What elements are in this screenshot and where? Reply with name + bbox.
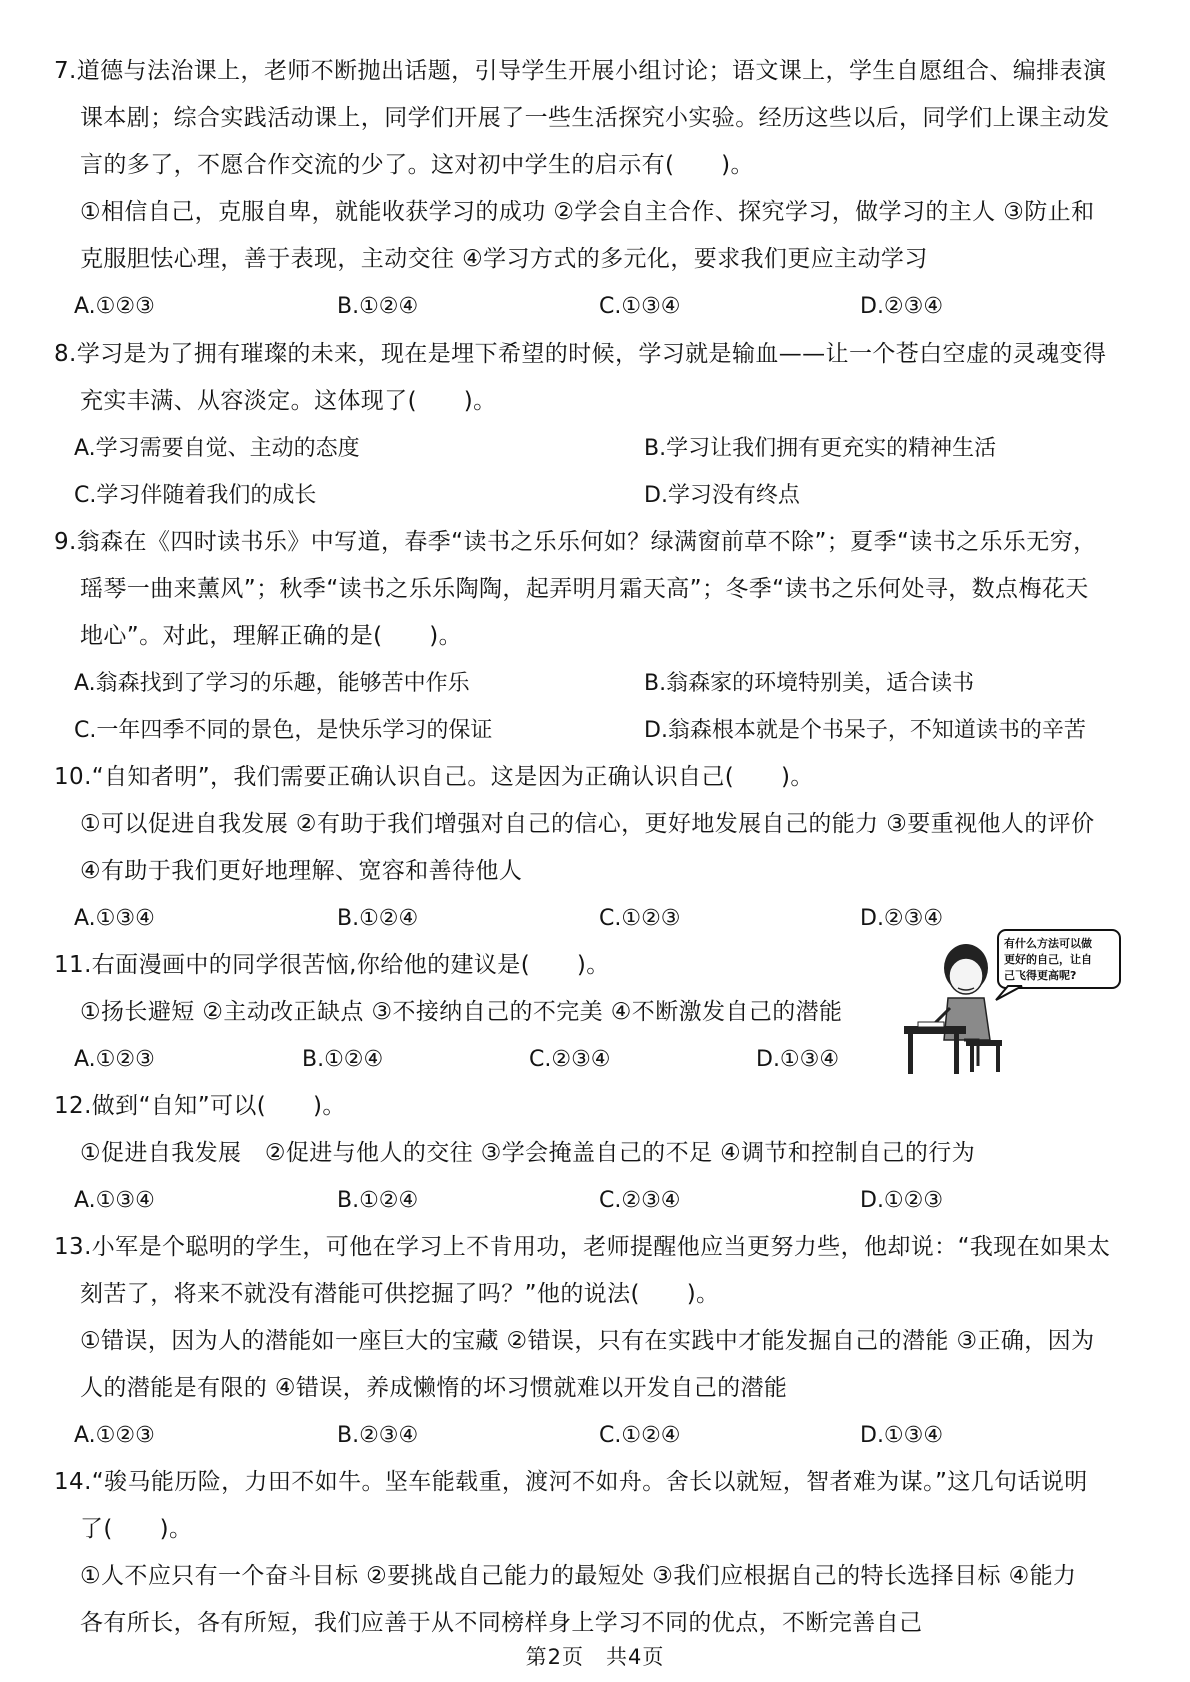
option-d[interactable]: D.学习没有终点	[644, 483, 800, 508]
question-stem-line: 13.小军是个聪明的学生，可他在学习上不肯用功，老师提醒他应当更努力些，他却说：“我现在如果太	[54, 1234, 1111, 1260]
student-face	[949, 958, 983, 994]
option-b[interactable]: B.①②④	[337, 294, 419, 319]
option-b[interactable]: B.①②④	[337, 906, 419, 931]
question-12	[54, 1083, 1144, 1224]
option-d[interactable]: D.②③④	[860, 906, 944, 931]
bubble-text-line: 有什么方法可以做	[1004, 937, 1092, 950]
bubble-text-line: 己飞得更高呢?	[1004, 969, 1077, 982]
statement-line: 克服胆怯心理，善于表现，主动交往 ④学习方式的多元化，要求我们更应主动学习	[80, 246, 928, 272]
options-row	[54, 1412, 1144, 1459]
question-stem-line: 课本剧；综合实践活动课上，同学们开展了一些生活探究小实验。经历这些以后，同学们上课主动发	[80, 105, 1110, 131]
options-row	[54, 283, 1144, 330]
option-b[interactable]: B.学习让我们拥有更充实的精神生活	[644, 436, 997, 461]
statement-line: ①扬长避短 ②主动改正缺点 ③不接纳自己的不完美 ④不断激发自己的潜能	[80, 999, 843, 1025]
option-b[interactable]: B.②③④	[337, 1423, 419, 1448]
option-c[interactable]: C.学习伴随着我们的成长	[74, 483, 317, 508]
option-c[interactable]: C.②③④	[599, 1188, 681, 1213]
option-a[interactable]: A.学习需要自觉、主动的态度	[74, 436, 360, 461]
question-stem-line: 11.右面漫画中的同学很苦恼,你给他的建议是( )。	[54, 952, 610, 978]
page-number-footer: 第2页 共4页	[525, 1645, 665, 1669]
option-a[interactable]: A.①②③	[74, 294, 155, 319]
options-row	[54, 1177, 1144, 1224]
options-row	[54, 472, 1144, 519]
option-c[interactable]: C.一年四季不同的景色，是快乐学习的保证	[74, 718, 493, 743]
options-row	[54, 425, 1144, 472]
statement-line: ①错误，因为人的潜能如一座巨大的宝藏 ②错误，只有在实践中才能发掘自己的潜能 ③正确，因为	[80, 1328, 1095, 1354]
option-a[interactable]: A.①②③	[74, 1047, 155, 1072]
question-8	[54, 331, 1144, 519]
option-d[interactable]: D.①③④	[860, 1423, 944, 1448]
question-stem-line: 12.做到“自知”可以( )。	[54, 1093, 346, 1119]
option-b[interactable]: B.①②④	[337, 1188, 419, 1213]
question-stem-line: 8.学习是为了拥有璀璨的未来，现在是埋下希望的时候，学习就是输血——让一个苍白空虚的灵魂变得	[54, 341, 1107, 367]
statement-line: 人的潜能是有限的 ④错误，养成懒惰的坏习惯就难以开发自己的潜能	[80, 1375, 788, 1401]
cartoon-student-illustration	[904, 928, 1124, 1078]
question-stem-line: 瑶琴一曲来薰风”；秋季“读书之乐乐陶陶，起弄明月霜天高”；冬季“读书之乐何处寻，数点梅花天	[80, 576, 1089, 602]
question-14	[54, 1459, 1144, 1647]
option-a[interactable]: A.①③④	[74, 906, 155, 931]
question-stem-line: 14.“骏马能历险，力田不如牛。坚车能载重，渡河不如舟。舍长以就短，智者难为谋。”这几句话说明	[54, 1469, 1088, 1495]
statement-line: 各有所长，各有所短，我们应善于从不同榜样身上学习不同的优点，不断完善自己	[80, 1610, 923, 1636]
option-d[interactable]: D.翁森根本就是个书呆子，不知道读书的辛苦	[644, 718, 1086, 743]
option-d[interactable]: D.①②③	[860, 1188, 944, 1213]
question-stem-line: 刻苦了，将来不就没有潜能可供挖掘了吗？”他的说法( )。	[80, 1281, 720, 1307]
options-row	[54, 660, 1144, 707]
statement-line: ①人不应只有一个奋斗目标 ②要挑战自己能力的最短处 ③我们应根据自己的特长选择目标 ④能力	[80, 1563, 1077, 1589]
option-c[interactable]: C.①③④	[599, 294, 681, 319]
statement-line: ①促进自我发展 ②促进与他人的交往 ③学会掩盖自己的不足 ④调节和控制自己的行为	[80, 1140, 976, 1166]
question-13	[54, 1224, 1144, 1459]
question-10	[54, 754, 1144, 942]
option-b[interactable]: B.①②④	[302, 1047, 384, 1072]
statement-line: ①可以促进自我发展 ②有助于我们增强对自己的信心，更好地发展自己的能力 ③要重视他人的评价	[80, 811, 1095, 837]
statement-line: ①相信自己，克服自卑，就能收获学习的成功 ②学会自主合作、探究学习，做学习的主人 ③防止和	[80, 199, 1095, 225]
option-d[interactable]: D.②③④	[860, 294, 944, 319]
question-stem-line: 充实丰满、从容淡定。这体现了( )。	[80, 388, 497, 414]
option-a[interactable]: A.翁森找到了学习的乐趣，能够苦中作乐	[74, 671, 470, 696]
question-7	[54, 48, 1144, 330]
option-d[interactable]: D.①③④	[756, 1047, 840, 1072]
bubble-text-line: 更好的自己，让自	[1004, 953, 1092, 966]
options-row	[54, 707, 1144, 754]
option-c[interactable]: C.②③④	[529, 1047, 611, 1072]
option-b[interactable]: B.翁森家的环境特别美，适合读书	[644, 671, 975, 696]
option-c[interactable]: C.①②③	[599, 906, 681, 931]
question-stem-line: 7.道德与法治课上，老师不断抛出话题，引导学生开展小组讨论；语文课上，学生自愿组合、编排表演	[54, 58, 1107, 84]
option-c[interactable]: C.①②④	[599, 1423, 681, 1448]
question-stem-line: 10.“自知者明”，我们需要正确认识自己。这是因为正确认识自己( )。	[54, 764, 814, 790]
question-9	[54, 519, 1144, 754]
statement-line: ④有助于我们更好地理解、宽容和善待他人	[80, 858, 523, 884]
option-a[interactable]: A.①②③	[74, 1423, 155, 1448]
speech-bubble-tail	[996, 986, 1022, 1000]
option-a[interactable]: A.①③④	[74, 1188, 155, 1213]
question-stem-line: 言的多了，不愿合作交流的少了。这对初中学生的启示有( )。	[80, 152, 754, 178]
question-stem-line: 地心”。对此，理解正确的是( )。	[80, 623, 463, 649]
question-stem-line: 了( )。	[80, 1516, 193, 1542]
question-stem-line: 9.翁森在《四时读书乐》中写道，春季“读书之乐乐何如？绿满窗前草不除”；夏季“读书之乐乐无穷，	[54, 529, 1097, 555]
